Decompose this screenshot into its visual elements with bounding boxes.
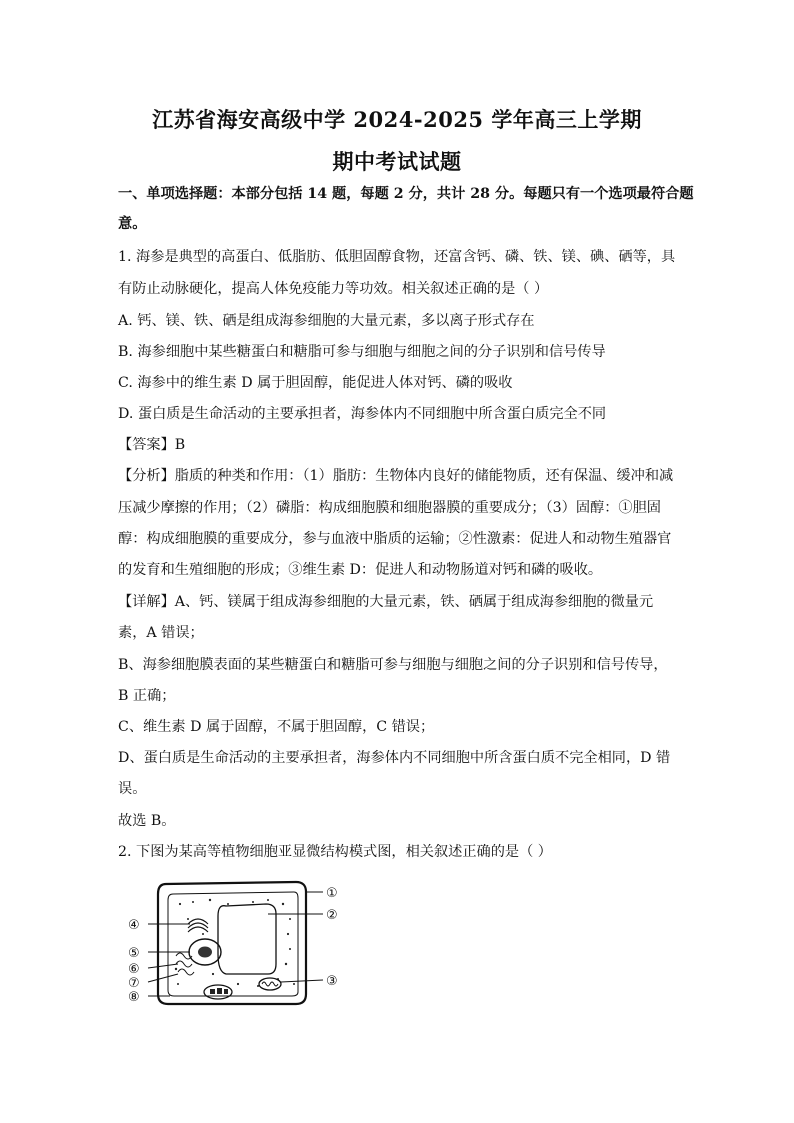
label-5: ⑤ bbox=[128, 946, 140, 961]
q1-option-b: B. 海参细胞中某些糖蛋白和糖脂可参与细胞与细胞之间的分子识别和信号传导 bbox=[118, 344, 606, 360]
q1-detail-line3: B、海参细胞膜表面的某些糖蛋白和糖脂可参与细胞与细胞之间的分子识别和信号传导， bbox=[118, 657, 668, 673]
endoplasmic-reticulum bbox=[176, 953, 194, 975]
q1-answer: 【答案】B bbox=[118, 437, 186, 453]
section-instructions-line2: 意。 bbox=[118, 216, 147, 232]
plant-cell-diagram bbox=[118, 874, 358, 1014]
q1-detail-line7: 误。 bbox=[118, 781, 147, 797]
q1-analysis-line1: 【分析】脂质的种类和作用：（1）脂肪：生物体内良好的储能物质，还有保温、缓冲和减 bbox=[118, 468, 674, 484]
q1-stem-line1: 1. 海参是典型的高蛋白、低脂肪、低胆固醇食物，还富含钙、磷、铁、镁、碘、硒等，具 bbox=[118, 249, 676, 265]
label-3: ③ bbox=[326, 974, 338, 989]
q2-stem: 2. 下图为某高等植物细胞亚显微结构模式图，相关叙述正确的是（ ） bbox=[118, 844, 552, 860]
vacuole bbox=[218, 904, 276, 974]
label-1: ① bbox=[326, 886, 338, 901]
q1-detail-line6: D、蛋白质是生命活动的主要承担者，海参体内不同细胞中所含蛋白质不完全相同，D 错 bbox=[118, 750, 671, 766]
mitochondrion bbox=[259, 978, 281, 990]
q1-analysis-line2: 压减少摩擦的作用；（2）磷脂：构成细胞膜和细胞器膜的重要成分；（3）固醇：①胆固 bbox=[118, 500, 661, 516]
section-instructions-line1: 一、单项选择题：本部分包括 14 题，每题 2 分，共计 28 分。每题只有一个选项最符合题 bbox=[118, 186, 694, 202]
q1-option-c: C. 海参中的维生素 D 属于胆固醇，能促进人体对钙、磷的吸收 bbox=[118, 375, 513, 391]
q1-detail-line2: 素，A 错误； bbox=[118, 625, 204, 641]
label-6: ⑥ bbox=[128, 962, 140, 977]
exam-title-line2: 期中考试试题 bbox=[332, 149, 462, 174]
q1-option-d: D. 蛋白质是生命活动的主要承担者，海参体内不同细胞中所含蛋白质完全不同 bbox=[118, 406, 607, 422]
label-8: ⑧ bbox=[128, 990, 140, 1005]
q1-stem-line2: 有防止动脉硬化，提高人体免疫能力等功效。相关叙述正确的是（ ） bbox=[118, 281, 549, 297]
q1-option-a: A. 钙、镁、铁、硒是组成海参细胞的大量元素，多以离子形式存在 bbox=[118, 313, 535, 329]
q1-detail-line5: C、维生素 D 属于固醇，不属于胆固醇，C 错误； bbox=[118, 719, 435, 735]
chloroplast bbox=[204, 985, 232, 999]
q1-detail-line4: B 正确； bbox=[118, 688, 176, 704]
nucleus bbox=[189, 939, 221, 965]
label-2: ② bbox=[326, 908, 338, 923]
golgi-apparatus bbox=[188, 919, 208, 932]
q1-conclusion: 故选 B。 bbox=[118, 813, 176, 829]
label-7: ⑦ bbox=[128, 976, 140, 991]
q1-detail-line1: 【详解】A、钙、镁属于组成海参细胞的大量元素，铁、硒属于组成海参细胞的微量元 bbox=[118, 594, 654, 610]
label-4: ④ bbox=[128, 918, 140, 933]
exam-title-line1: 江苏省海安高级中学 2024-2025 学年高三上学期 bbox=[152, 107, 642, 132]
q1-analysis-line4: 的发育和生殖细胞的形成；③维生素 D：促进人和动物肠道对钙和磷的吸收。 bbox=[118, 562, 603, 578]
q1-analysis-line3: 醇：构成细胞膜的重要成分，参与血液中脂质的运输；②性激素：促进人和动物生殖器官 bbox=[118, 531, 672, 547]
